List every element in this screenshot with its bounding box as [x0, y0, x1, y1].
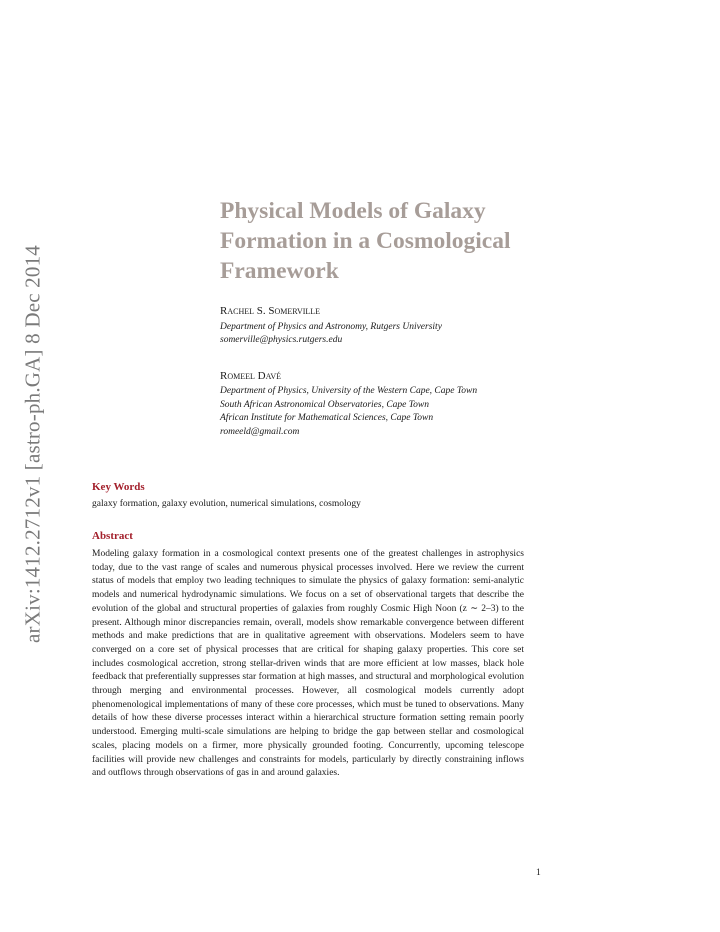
- author-affiliation: Department of Physics and Astronomy, Rutgers University: [220, 321, 442, 332]
- page-number: 1: [536, 868, 541, 878]
- author-name: Rachel S. Somerville: [220, 305, 321, 317]
- paper-title: Physical Models of Galaxy Formation in a Cosmological Framework: [220, 198, 511, 284]
- author-affiliation: South African Astronomical Observatories, Cape Town: [220, 399, 430, 410]
- author-email: somerville@physics.rutgers.edu: [220, 335, 343, 345]
- abstract-heading: Abstract: [92, 530, 133, 542]
- abstract-text: Modeling galaxy formation in a cosmological context presents one of the greatest challenges in astrophysics today, due to the vast range of scales and numerous physical processes involved. Here we review the current status of models that employ two leading techniques to simulate the physics of galaxy formation: semi-analytic models and numerical hydrodynamic simulations. We focus on a set of observational targets that describe the evolution of the global and structural properties of galaxies from roughly Cosmic High Noon (z ∼ 2–3) to the present. Although minor discrepancies remain, overall, models show remarkable convergence between different methods and make predictions that are in qualitative agreement with observations. Modelers seem to have converged on a core set of physical processes that are critical for shaping galaxy properties. This core set includes cosmological accretion, strong stellar-driven winds that are more efficient at low masses, black hole feedback that preferentially suppresses star formation at high masses, and structural and morphological evolution through merging and environmental processes. However, all cosmological models currently adopt phenomenological implementations of many of these core processes, which must be tuned to observations. Many details of how these diverse processes interact within a hierarchical structure formation setting remain poorly understood. Emerging multi-scale simulations are helping to bridge the gap between stellar and cosmological scales, placing models on a firmer, more physically grounded footing. Concurrently, upcoming telescope facilities will provide new challenges and constraints for models, particularly by directly constraining inflows and outflows through observations of gas in and around galaxies.: [92, 549, 524, 779]
- author-email: romeeld@gmail.com: [220, 426, 300, 437]
- author-block: [220, 370, 580, 440]
- arxiv-stamp: arXiv:1412.2712v1 [astro-ph.GA] 8 Dec 2014: [20, 245, 45, 643]
- author-block: [220, 305, 580, 348]
- author-affiliation: African Institute for Mathematical Sciences, Cape Town: [220, 413, 434, 423]
- keywords-heading: Key Words: [92, 481, 145, 493]
- keywords-text: galaxy formation, galaxy evolution, numerical simulations, cosmology: [92, 499, 361, 509]
- author-affiliation: Department of Physics, University of the Western Cape, Cape Town: [220, 386, 478, 396]
- author-name: Romeel Davé: [220, 369, 281, 382]
- author-list: [220, 305, 580, 461]
